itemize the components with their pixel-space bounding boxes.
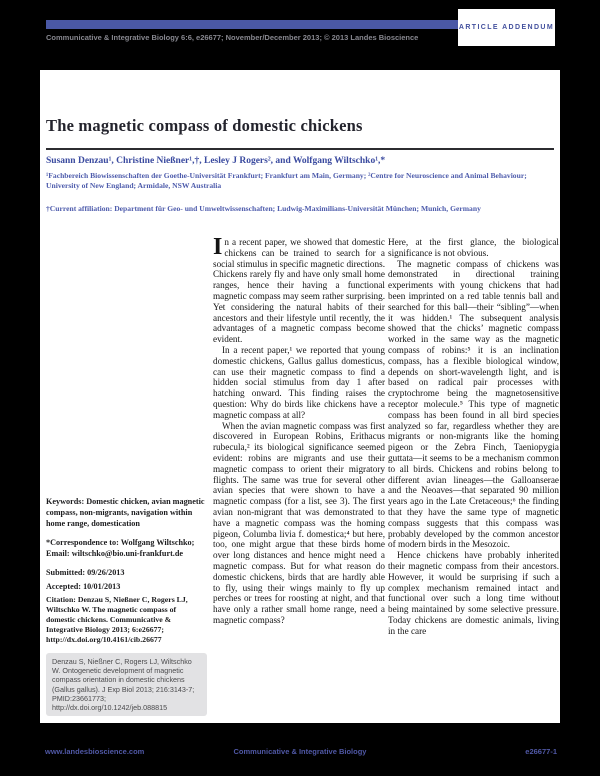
body-column-2 <box>388 237 559 636</box>
keywords-text: Domestic chicken, avian magnetic compass, non-migrants, navigation within home range, domestication <box>46 497 205 528</box>
article-type-label: ARTICLE ADDENDUM <box>458 24 555 31</box>
correspondence-label: *Correspondence to: <box>46 538 119 547</box>
keywords-label: Keywords: <box>46 497 85 506</box>
body-paragraph: In a recent paper,¹ we reported that young domestic chickens, Gallus gallus domesticus, can use their magnetic compass to find a hidden social stimulus from day 1 after hatching onward. This finding raises the question: Why do birds like chickens have a magnetic compass at all? <box>213 344 385 420</box>
article-title: The magnetic compass of domestic chickens <box>46 116 363 135</box>
footer-page-number: e26677-1 <box>525 747 557 756</box>
correspondence-block <box>46 537 207 559</box>
current-affiliation-note: †Current affiliation: Department für Geo- und Umweltwissenschaften; Ludwig-Maximilians-Universität München; Munich, Germany <box>46 204 481 213</box>
body-paragraph: When the avian magnetic compass was first discovered in European Robins, Erithacus rubecula,² its biological significance seemed evident: robins are migrants and use their magnetic compass to orient their migratory flights. The same was true for several other avian species that were shown to have a magnetic compass (for a list, see 3). The first avian non-migrant that was demonstrated to have a magnetic compass was the homing pigeon, Columba livia f. domestica;⁴ but here, too, one might argue that these birds home over long distances and hence might need a magnetic compass. But for what reason do domestic chickens, birds that are hardly able to fly, using their wings mainly to fly up perches or trees for roosting at night, and that have only a rather small home range, need a magnetic compass? <box>213 420 385 625</box>
submitted-label: Submitted: <box>46 568 86 577</box>
drop-cap: I <box>213 234 223 260</box>
body-paragraph-continuation: Here, at the first glance, the biological significance is not obvious. <box>388 237 559 258</box>
article-metadata-sidebar <box>46 496 207 716</box>
footer-journal-name: Communicative & Integrative Biology <box>233 747 367 756</box>
body-paragraph <box>213 234 385 345</box>
accepted-date <box>46 581 207 592</box>
footer-website-url: www.landesbioscience.com <box>45 747 145 756</box>
title-divider-rule <box>46 148 554 150</box>
citation-block <box>46 595 207 645</box>
body-paragraph: Hence chickens have probably inherited their magnetic compass from their ancestors. However, it would be surprising if such a complex mechanism remained intact and functional over such a long time without being maintained by some selective pressure. Today chickens are domestic animals, living in the care <box>388 550 559 636</box>
paragraph-text: n a recent paper, we showed that domestic chickens can be trained to search for a social stimulus in specific magnetic directions. Chickens rarely fly and have only small home ranges, hence their having a functional magnetic compass may seem rather surprising. Yet considering the natural habits of their ancestors and their lifestyle until recently, the advantages of a magnetic compass become evident. <box>213 237 385 345</box>
submitted-date <box>46 567 207 578</box>
addendum-citation-box: Denzau S, Nießner C, Rogers LJ, Wiltschko W. Ontogenetic development of magnetic compass orientation in domestic chickens (Gallus gallus). J Exp Biol 2013; 216:3143-7; PMID:23661773; http://dx.doi.org/10.1242/jeb.088815 <box>46 653 207 716</box>
author-list: Susann Denzau¹, Christine Nießner¹,†, Lesley J Rogers², and Wolfgang Wiltschko¹,* <box>46 156 386 166</box>
article-type-badge <box>458 9 555 46</box>
header-accent-bar <box>46 20 458 29</box>
submitted-value: 09/26/2013 <box>87 568 125 577</box>
keywords-block <box>46 496 207 529</box>
citation-text: Denzau S, Nießner C, Rogers LJ, Wiltschko W. The magnetic compass of domestic chickens. Communicative & Integrative Biology 2013; 6:e26677; http://dx.doi.org/10.4161/cib.26677 <box>46 595 188 644</box>
accepted-value: 10/01/2013 <box>83 582 121 591</box>
affiliations: ¹Fachbereich Biowissenschaften der Goethe-Universität Frankfurt; Frankfurt am Main, Germany; ²Centre for Neuroscience and Animal Behaviour; University of New England; Armidale, NSW Australia <box>46 171 527 190</box>
body-paragraph: The magnetic compass of chickens was demonstrated in directional training experiments with young chickens that had been imprinted on a red table tennis ball and searched for this ball—their “sibling”—when it was hidden.¹ The subsequent analysis showed that the chicks’ magnetic compass worked in the same way as the magnetic compass of robins:⁵ it is an inclination compass, has a flexible biological window, depends on short-wavelength light, and is based on radical pair processes with cryptochrome being the magnetosensitive receptor molecule.⁵ This type of magnetic compass has been found in all bird species analyzed so far, regardless whether they are migrants or non-migrants like the homing pigeon or the Zebra Finch, Taeniopygia guttata—it seems to be a mechanism common to all birds. Chickens and robins belong to different avian lineages—the Galloanserae and the Neoaves—that separated 90 million years ago in the Late Cretaceous;⁶ the finding that they have the same type of magnetic compass suggests that this compass was probably developed by the common ancestor of modern birds in the Mesozoic. <box>388 258 559 550</box>
journal-issue-line: Communicative & Integrative Biology 6:6, e26677; November/December 2013; © 2013 Landes Bioscience <box>46 33 419 42</box>
article-page <box>40 70 560 723</box>
body-column-1 <box>213 234 385 626</box>
correspondence-text: Wolfgang Wiltschko; Email: wiltschko@bio.uni-frankfurt.de <box>46 538 195 558</box>
citation-label: Citation: <box>46 595 76 604</box>
accepted-label: Accepted: <box>46 582 82 591</box>
